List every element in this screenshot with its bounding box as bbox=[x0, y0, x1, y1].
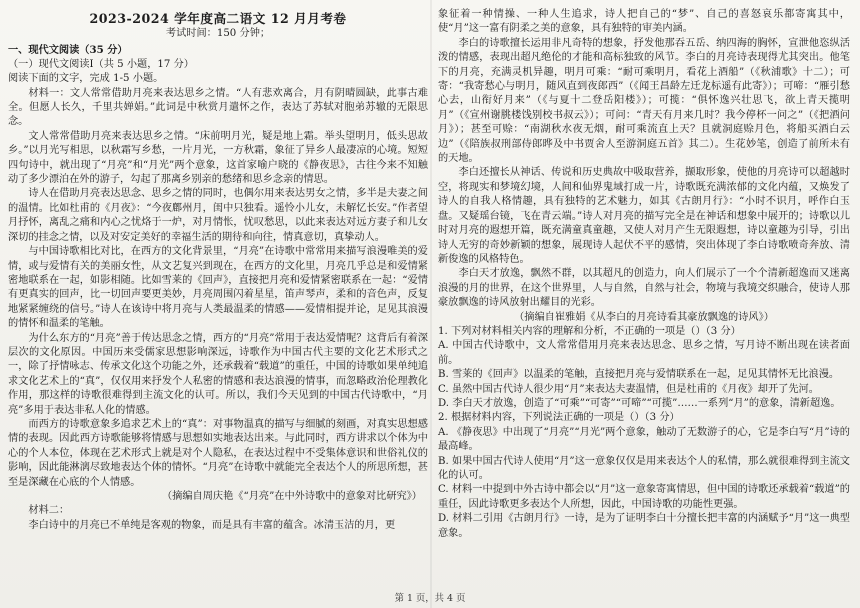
question-2-option-c: C. 材料一中提到中外古诗中都会以“月”这一意象寄寓情思，但中国的诗歌还承载着“载道”的重任，因此诗歌更多表达个人所想，因此，中国诗歌的功能性更强。 bbox=[438, 484, 850, 510]
material-1-paragraph-2: 文人常常借助月亮来表达思乡之情。“床前明月光，疑是地上霜。举头望明月，低头思故乡。”以月光写相思，以秋霜写乡愁，一片月光，一方秋霜，象征了异乡人最凄凉的心境。短短四句诗中，就出现了“月亮”和“月光”两个意象，这首家喻户晓的《静夜思》，古往今来不知触动了多少漂泊在外的游子，勾起了那离乡别亲的愁绪和思乡念亲的情思。 bbox=[8, 130, 428, 186]
left-column bbox=[8, 8, 428, 533]
question-2-option-d: D. 材料二引用《古朗月行》一诗，是为了证明李白十分擅长把丰富的内涵赋予“月”这一典型意象。 bbox=[438, 513, 850, 539]
question-2: 2. 根据材料内容，下列说法正确的一项是（）（3 分） bbox=[438, 412, 680, 424]
material-2-label: 材料二： bbox=[28, 505, 70, 517]
question-1: 1. 下列对材料相关内容的理解和分析，不正确的一项是（）（3 分） bbox=[438, 325, 741, 337]
material-1-label: 材料一： bbox=[28, 87, 70, 99]
material-1-paragraph-4: 与中国诗歌相比对比，在西方的文化背景里，“月亮”在诗歌中常常用来描写浪漫唯美的爱情，或与爱情有关的美丽女性，从文艺复兴到现在，在西方的文化里，月亮几乎总是和爱情紧密地联系在一起，如影相随。比如雪莱的《回声》，直接把月亮和爱情紧密联系在一起：“爱情有更真实的回声，比一切回声要更美妙，月亮周围闪着星星，笛声琴声，柔和的音色声，反复地紧紧缠绕的信号。”诗人在该诗中将月亮与人类最温柔的情感——爱情相提并论，足见其浪漫的情怀和温柔的笔触。 bbox=[8, 246, 428, 330]
exam-title: 2023-2024 学年度高二语文 12 月月考卷 bbox=[89, 11, 347, 26]
material-1-paragraph-6: 而西方的诗歌意象多追求艺术上的“真”：对事物温真的描写与细腻的刻画，对真实思想感情的表现。因此西方诗歌能够将情感与思想如实地表达出来。与此同时，西方讲求以个体为中心的个人本位，体现在艺术形式上就是对个人隐私，在表达过程中不受集体意识和世俗礼仪的影响，因此能淋漓尽致地表达个体的情怀。“月亮”在诗歌中就能完全表达个人的所思所想，甚至是深藏在心底的个人情感。 bbox=[8, 418, 428, 488]
material-1-paragraph-5: 为什么东方的“月亮”善于传达思念之情，西方的“月亮”常用于表达爱情呢？这背后有着深层次的文化原因。中国历来受儒家思想影响深远，诗歌作为中国古代主要的文化艺术形式之一，除了抒情咏志、传承文化这个功能之外，还承载着“载道”的重任，中国的诗歌如果单纯追求文化艺术上的“真”，仅仅用来抒发个人私密的情感和表达浪漫的情事，而忽略政治伦理教化作用，那这样的诗歌很难得到主流文化的认可。所以，我们今天见到的中国古代诗歌中，“月亮”多用于表达非私人化的情感。 bbox=[8, 332, 428, 416]
question-1-option-d: D. 李白天才放逸，创造了“可乘”“可寄”“可啼”“可揽”……一系列“月”的意象，清新超逸。 bbox=[438, 397, 841, 409]
page-fold bbox=[430, 0, 432, 608]
material-2-paragraph-3: 李白还擅长从神话、传说和历史典故中吸取营养，撷取形象，使他的月亮诗可以超越时空，将现实和梦境幻境，人间和仙界鬼域打成一片，诗歌既充满浓郁的文化内蕴，又焕发了诗人的自我人格情趣，具有独特的艺术魅力，如其《古朗月行》：“小时不识月，呼作白玉盘。又疑瑶台镜，飞在青云端。”诗人对月亮的描写完全是在神话和想象中展开的；诗歌以儿时对月亮的遐想开篇，既充满童真童趣，又使人对月产生无限遐想，诗以童趣为引导，引出诗人无穷的奇妙新颖的想象，展现诗人起伏不平的感情，突出体现了李白诗歌喷奇奔放、清新俊逸的风格特色。 bbox=[438, 167, 850, 265]
reading-instruction: 阅读下面的文字，完成 1-5 小题。 bbox=[8, 73, 164, 85]
material-2-paragraph-2: 李白的诗歌擅长运用非凡奇特的想象，抒发他那吞五岳、纳四海的胸怀，宣泄他恣纵活泼的情感，表现出超凡绝伦的才能和高标独致的风节。李白的月亮诗表现得尤其突出。他笔下的月亮，充满灵机异趣，明月可乘：“耐可乘明月，看花上酒船”（《秋浦歌》十二）；可寄：“我寄愁心与明月，随风直到夜郎西”（《闻王昌龄左迁龙标遥有此寄》）；可啼：“雁引愁心去，山衔好月来”（《与夏十二登岳阳楼》）；可揽：“俱怀逸兴壮思飞，欲上青天揽明月”（《宣州谢朓楼饯别校书叔云》）；可问：“青天有月来几时？我今停杯一问之”（《把酒问月》）；甚至可赊：“南湖秋水夜无烟，耐可乘流直上天？且就洞庭赊月色，将船买酒白云边”（《陪族叔刑部侍郎晔及中书贾舍人至游洞庭五首》其二）。生花妙笔，创造了前所未有的天地。 bbox=[438, 37, 850, 165]
material-2-paragraph-4: 李白天才放逸，飘然不群，以其超凡的创造力，向人们展示了一个个清新超逸而又迷离浪漫的月的世界，在这个世界里，人与自然，自然与社会，物境与我境交织融合，使诗人那豪放飘逸的诗风放射出耀目的光彩。 bbox=[438, 268, 850, 309]
right-column bbox=[438, 8, 850, 541]
section-heading: 一、现代文阅读（35 分） bbox=[8, 44, 128, 57]
page-number: 第 1 页，共 4 页 bbox=[394, 593, 466, 604]
subsection-heading: （一）现代文阅读Ⅰ（共 5 小题，17 分） bbox=[8, 58, 194, 70]
material-1-paragraph-3: 诗人在借助月亮表达思念、思乡之情的同时，也偶尔用来表达男女之情，多半是夫妻之间的温情。比如杜甫的《月夜》：“今夜鄜州月，闺中只独看。遥怜小儿女，未解忆长安。”作者望月抒怀，离乱之痛和内心之忧烙于一炉，对月情怅，忧叹愁思，以此来表达对远方妻子和儿女深切的挂念之情，以及对安定美好的幸福生活的期待和向往，情真意切，真挚动人。 bbox=[8, 188, 428, 243]
question-2-option-a: A. 《静夜思》中出现了“月亮”“月光”两个意象，触动了无数游子的心，它是李白写“月”诗的最高峰。 bbox=[438, 426, 850, 453]
material-1-paragraph-1: 材料一：文人常常借助月亮来表达思乡之情。“人有悲欢离合，月有阴晴圆缺，此事古难全。但愿人长久，千里共婵娟。”此词是中秋赏月遣怀之作，表达了苏轼对胞弟苏辙的无限思念。 bbox=[8, 87, 428, 128]
material-2-continued: 象征着一种情操、一种人生追求，诗人把自己的“梦”、自己的喜怒哀乐都寄寓其中，使“月”这一富有阴柔之美的意象，具有独特的审美内涵。 bbox=[438, 9, 850, 35]
material-2-paragraph-1: 李白诗中的月亮已不单纯是客观的物象，而是具有丰富的蕴含。冰清玉洁的月，更 bbox=[28, 519, 396, 531]
question-2-option-b: B. 如果中国古代诗人使用“月”这一意象仅仅是用来表达个人的私情，那么就很难得到主流文化的认可。 bbox=[438, 455, 850, 481]
question-1-option-c: C. 虽然中国古代诗人很少用“月”来表达夫妻温情，但是杜甫的《月夜》却开了先河。 bbox=[438, 383, 819, 395]
material-2-source: （摘编自崔雅娟《从李白的月亮诗看其豪放飘逸的诗风》） bbox=[514, 311, 774, 323]
material-1-source: （摘编自周庆艳《“月亮”在中外诗歌中的意象对比研究》） bbox=[161, 491, 422, 502]
question-1-option-a: A. 中国古代诗歌中，文人常常借用月亮来表达思念、思乡之情，写月诗不断出现在读者面前。 bbox=[438, 340, 850, 366]
exam-time: 考试时间：150 分钟； bbox=[165, 28, 271, 39]
question-1-option-b: B. 雪莱的《回声》以温柔的笔触，直接把月亮与爱情联系在一起，足见其情怀无比浪漫。 bbox=[438, 369, 840, 381]
